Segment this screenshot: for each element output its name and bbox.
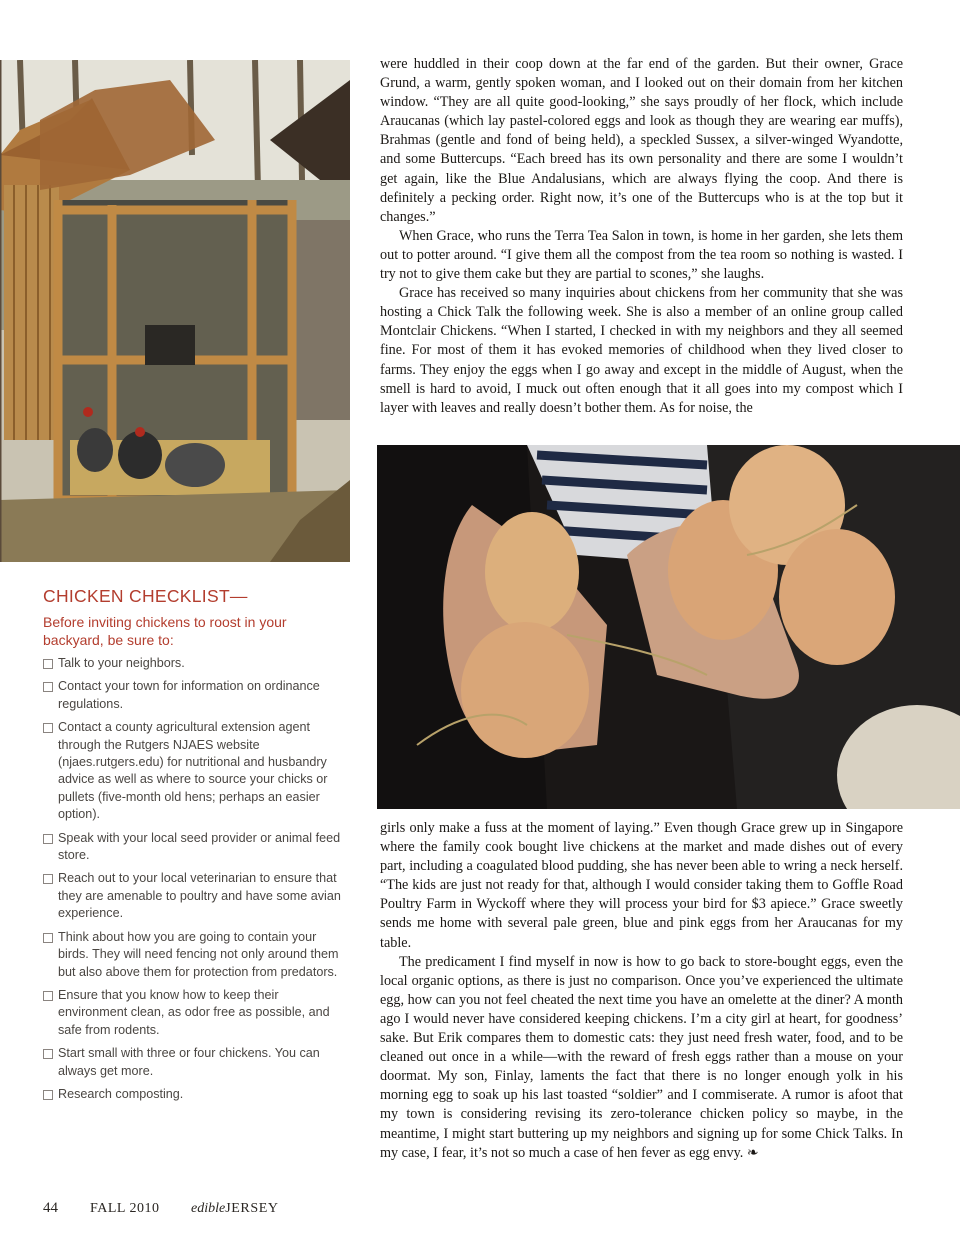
issue-season: FALL 2010: [90, 1201, 160, 1216]
article-bottom-column: [380, 819, 903, 1163]
article-paragraph: The predicament I find myself in now is how to go back to store-bought eggs, even the local organic options, as there is just no comparison. Once you’ve experienced the ultimate egg, how can you not feel cheated the next time you have an omelette at the diner? A month ago I would never have considered keeping chickens. I’m a city girl at heart, for goodness’ sake. But Erik compares them to domestic cats: they just need fresh water, food, and to be cleaned out once in a while—with the reward of fresh eggs rather than a mouse on your doormat. My son, Finlay, laments the fact that there is no longer enough yolk in his morning egg to soak up his last toasted “soldier” and I commiserate. A rumor is afoot that my town is considering revising its zero-tolerance chicken policy so maybe, in the meantime, I might start buttering up my neighbors and signing up for some Chick Talks. In my case, I fear, it’s not so much a case of hen fever as egg envy. ❧: [380, 953, 903, 1161]
checklist-item: [43, 719, 343, 823]
publication-name-caps: JERSEY: [225, 1201, 279, 1216]
checklist-item-text: Contact your town for information on ordinance regulations.: [58, 679, 320, 711]
page-footer: [43, 1200, 279, 1217]
checklist-item: [43, 929, 343, 981]
article-paragraph: were huddled in their coop down at the far end of the garden. But their owner, Grace Grund, a warm, gently spoken woman, and I looked out on their domain from her kitchen window. “They are all quite good-looking,” she says proudly of her flock, which include Araucanas (which lay pastel-colored eggs and look as though they are wearing ear muffs), Brahmas (gentle and fond of being held), a speckled Sussex, a silver-winged Wyandotte, and some Buttercups. “Each breed has its own personality and there are some I wouldn’t get again, like the Blue Andalusians, which are always flying the coop. And there is definitely a pecking order. Right now, it’s one of the Buttercups who is at the top but it changes.”: [380, 56, 903, 225]
checklist-subtitle: Before inviting chickens to roost in your backyard, be sure to:: [43, 614, 287, 648]
checklist-item: [43, 870, 343, 922]
checklist-item-text: Contact a county agricultural extension agent through the Rutgers NJAES website (njaes.rutgers.edu) for nutritional and husbandry advice as well as where to source your chicks or pullets (five-month old hens; perhaps an easier option).: [58, 720, 328, 822]
article-paragraph: girls only make a fuss at the moment of laying.” Even though Grace grew up in Singapore where the family cook bought live chickens at the market and made dishes out of every part, including a coagulated blood pudding, she has never been able to wring a neck herself. “The kids are just not ready for that, although I would consider taking them to Goffle Road Poultry Farm in Wyckoff where they will process your bird for $3 apiece.” Grace sweetly sends me home with several pale green, blue and pink eggs from her Araucanas for my table.: [380, 820, 903, 951]
checkbox-icon: [43, 874, 53, 884]
checkbox-icon: [43, 1090, 53, 1100]
checklist-item: [43, 1086, 343, 1103]
checkbox-icon: [43, 834, 53, 844]
checklist-title: CHICKEN CHECKLIST—: [43, 586, 248, 606]
checklist-item-text: Ensure that you know how to keep their environment clean, as odor free as possible, and safe from rodents.: [58, 987, 330, 1037]
checklist-item: [43, 655, 343, 672]
article-paragraph: Grace has received so many inquiries about chickens from her community that she was hosting a Chick Talk the following week. She is also a member of an online group called Montclair Chickens. “When I started, I checked in with my neighbors and they all seemed fine. For most of them it has evoked memories of childhood when they lived closer to farms. They enjoy the eggs when I go away and except in the middle of August, when the smell is hard to avoid, I muck out often enough that it all goes into my compost which I layer with leaves and really doesn’t bother them. As for noise, the: [380, 285, 903, 416]
publication-name-italic: edible: [191, 1201, 226, 1216]
checkbox-icon: [43, 991, 53, 1001]
checkbox-icon: [43, 1049, 53, 1059]
article-top-column: [380, 55, 903, 418]
checkbox-icon: [43, 933, 53, 943]
chicken-coop-photo: [0, 60, 350, 562]
checkbox-icon: [43, 682, 53, 692]
checkbox-icon: [43, 723, 53, 733]
checklist-item-text: Start small with three or four chickens. You can always get more.: [58, 1046, 320, 1078]
checklist-item: [43, 987, 343, 1039]
article-paragraph: When Grace, who runs the Terra Tea Salon in town, is home in her garden, she lets them out to potter around. “I give them all the compost from the tea room so nothing is wasted. I try not to give them cake but they are partial to scones,” she laughs.: [380, 227, 903, 283]
checklist-item-text: Research composting.: [58, 1086, 184, 1101]
checklist-item: [43, 1045, 343, 1080]
checklist-item-text: Talk to your neighbors.: [58, 656, 185, 670]
checklist-item: [43, 678, 343, 713]
checklist-items: [43, 655, 343, 1103]
page-number: 44: [43, 1200, 58, 1216]
checklist-item-text: Speak with your local seed provider or animal feed store.: [58, 830, 341, 863]
checklist-item-text: Think about how you are going to contain your birds. They will need fencing not only around them but also above them for protection from predators.: [58, 929, 339, 979]
hands-holding-eggs-photo: [377, 445, 960, 809]
chicken-checklist-sidebar: [43, 585, 343, 1109]
checklist-item: [43, 830, 343, 865]
checkbox-icon: [43, 659, 53, 669]
checklist-item-text: Reach out to your local veterinarian to ensure that they are amenable to poultry and have some avian experience.: [58, 871, 341, 921]
